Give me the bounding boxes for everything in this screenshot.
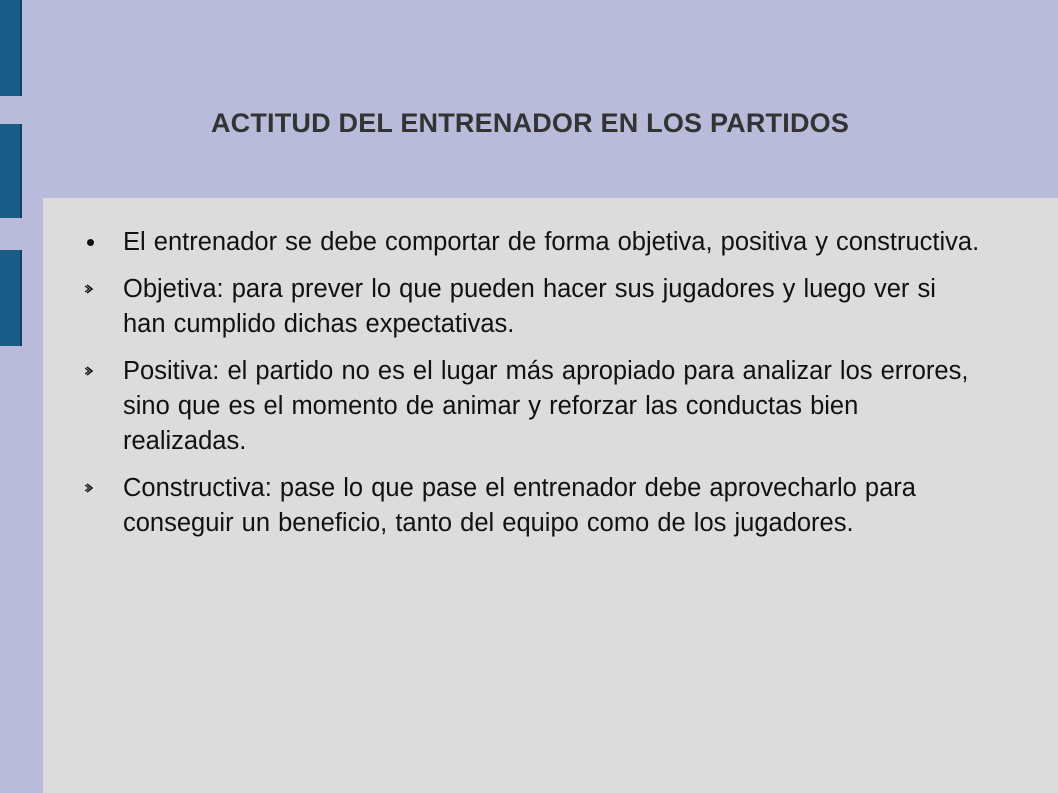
arrow-bullet-icon (85, 354, 105, 389)
bullet-list (85, 225, 985, 541)
bullet-item (85, 225, 985, 260)
accent-bar (0, 124, 22, 218)
arrow-bullet-icon (85, 471, 105, 506)
accent-bar (0, 250, 22, 346)
dot-bullet-icon (85, 225, 105, 260)
bullet-item (85, 272, 985, 342)
bullet-item (85, 471, 985, 541)
bullet-text: Positiva: el partido no es el lugar más apropiado para analizar los errores, sino que es el momento de animar y reforzar las conductas bien realizadas. (123, 357, 969, 455)
bullet-text: Objetiva: para prever lo que pueden hacer sus jugadores y luego ver si han cumplido dichas expectativas. (123, 275, 936, 338)
arrow-bullet-icon (85, 272, 105, 307)
bullet-text: Constructiva: pase lo que pase el entrenador debe aprovecharlo para conseguir un beneficio, tanto del equipo como de los jugadores. (123, 474, 916, 537)
bullet-text: El entrenador se debe comportar de forma objetiva, positiva y constructiva. (123, 228, 980, 256)
bullet-item (85, 354, 985, 459)
slide-title: ACTITUD DEL ENTRENADOR EN LOS PARTIDOS (210, 108, 850, 138)
accent-bar (0, 0, 22, 96)
